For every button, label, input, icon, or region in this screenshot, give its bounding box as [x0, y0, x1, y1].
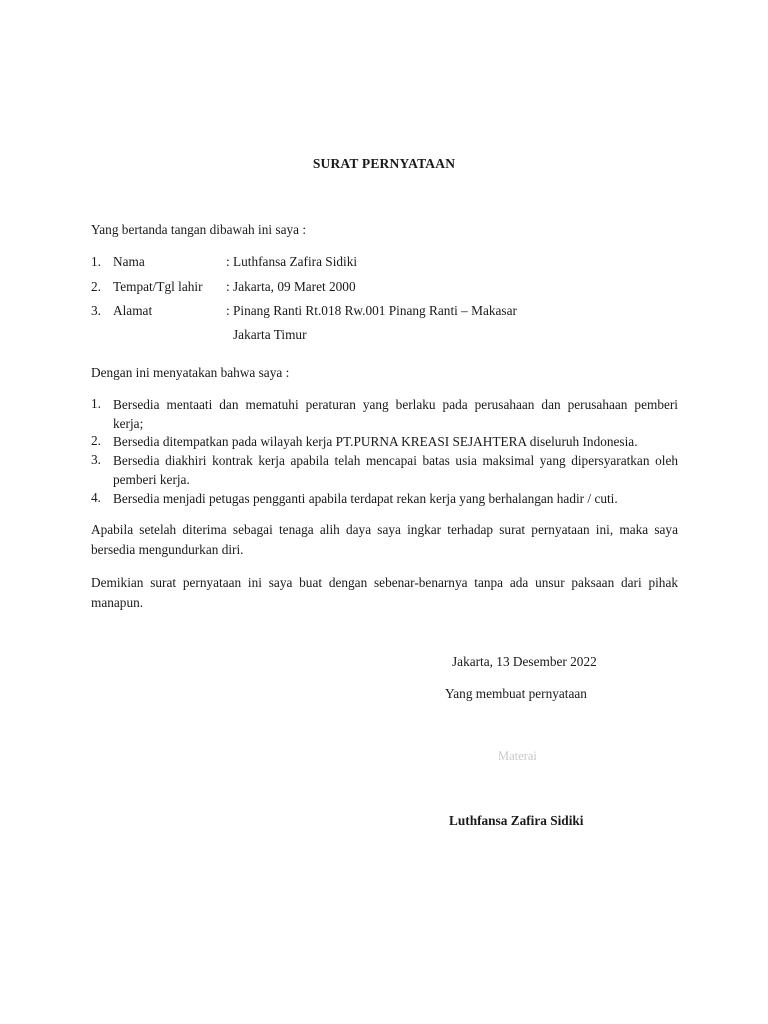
- statement-number: 4.: [91, 490, 101, 505]
- identity-value: : Pinang Ranti Rt.018 Rw.001 Pinang Ranti – Makasar: [226, 303, 517, 318]
- paragraph-resignation: [91, 520, 678, 559]
- letter-title: SURAT PERNYATAAN: [312, 156, 456, 171]
- statement-text: [113, 490, 678, 509]
- identity-number: 1.: [91, 254, 101, 269]
- statement-intro: Dengan ini menyatakan bahwa saya :: [91, 365, 290, 380]
- statement-line: Bersedia menjadi petugas pengganti apabila terdapat rekan kerja yang berhalangan hadir / cuti.: [113, 491, 618, 506]
- statement-line: kerja;: [113, 415, 144, 431]
- identity-label: Alamat: [113, 303, 153, 318]
- identity-value: : Luthfansa Zafira Sidiki: [226, 254, 358, 269]
- identity-value-continuation: Jakarta Timur: [233, 327, 307, 342]
- statement-text: [113, 433, 678, 452]
- maker-label: Yang membuat pernyataan: [445, 686, 587, 701]
- statement-number: 2.: [91, 433, 101, 448]
- paragraph-line: bersedia mengundurkan diri.: [91, 541, 244, 557]
- statement-number: 1.: [91, 396, 101, 411]
- identity-value: : Jakarta, 09 Maret 2000: [226, 279, 356, 294]
- statement-line: Bersedia diakhiri kontrak kerja apabila telah mencapai batas usia maksimal yang dipersyaratkan oleh: [113, 453, 678, 468]
- statement-text: [113, 396, 678, 433]
- paragraph-line: Demikian surat pernyataan ini saya buat dengan sebenar-benarnya tanpa ada unsur paksaan dari pihak: [91, 575, 678, 590]
- statement-line: Bersedia ditempatkan pada wilayah kerja PT.PURNA KREASI SEJAHTERA diseluruh Indonesia.: [113, 434, 638, 449]
- place-date: Jakarta, 13 Desember 2022: [452, 654, 597, 669]
- identity-number: 3.: [91, 303, 101, 318]
- statement-line: pemberi kerja.: [113, 471, 190, 487]
- paragraph-line: Apabila setelah diterima sebagai tenaga alih daya saya ingkar terhadap surat pernyataan ini, maka saya: [91, 522, 678, 537]
- statement-line: Bersedia mentaati dan mematuhi peraturan yang berlaku pada perusahaan dan perusahaan pemberi: [113, 397, 678, 412]
- signer-name: Luthfansa Zafira Sidiki: [449, 813, 584, 828]
- identity-label: Tempat/Tgl lahir: [113, 279, 203, 294]
- paragraph-line: manapun.: [91, 594, 144, 610]
- identity-label: Nama: [113, 254, 145, 269]
- statement-text: [113, 452, 678, 489]
- statement-number: 3.: [91, 452, 101, 467]
- identity-number: 2.: [91, 279, 101, 294]
- stamp-placeholder: Materai: [498, 749, 537, 763]
- intro-text: Yang bertanda tangan dibawah ini saya :: [91, 222, 307, 237]
- paragraph-closing: [91, 573, 678, 612]
